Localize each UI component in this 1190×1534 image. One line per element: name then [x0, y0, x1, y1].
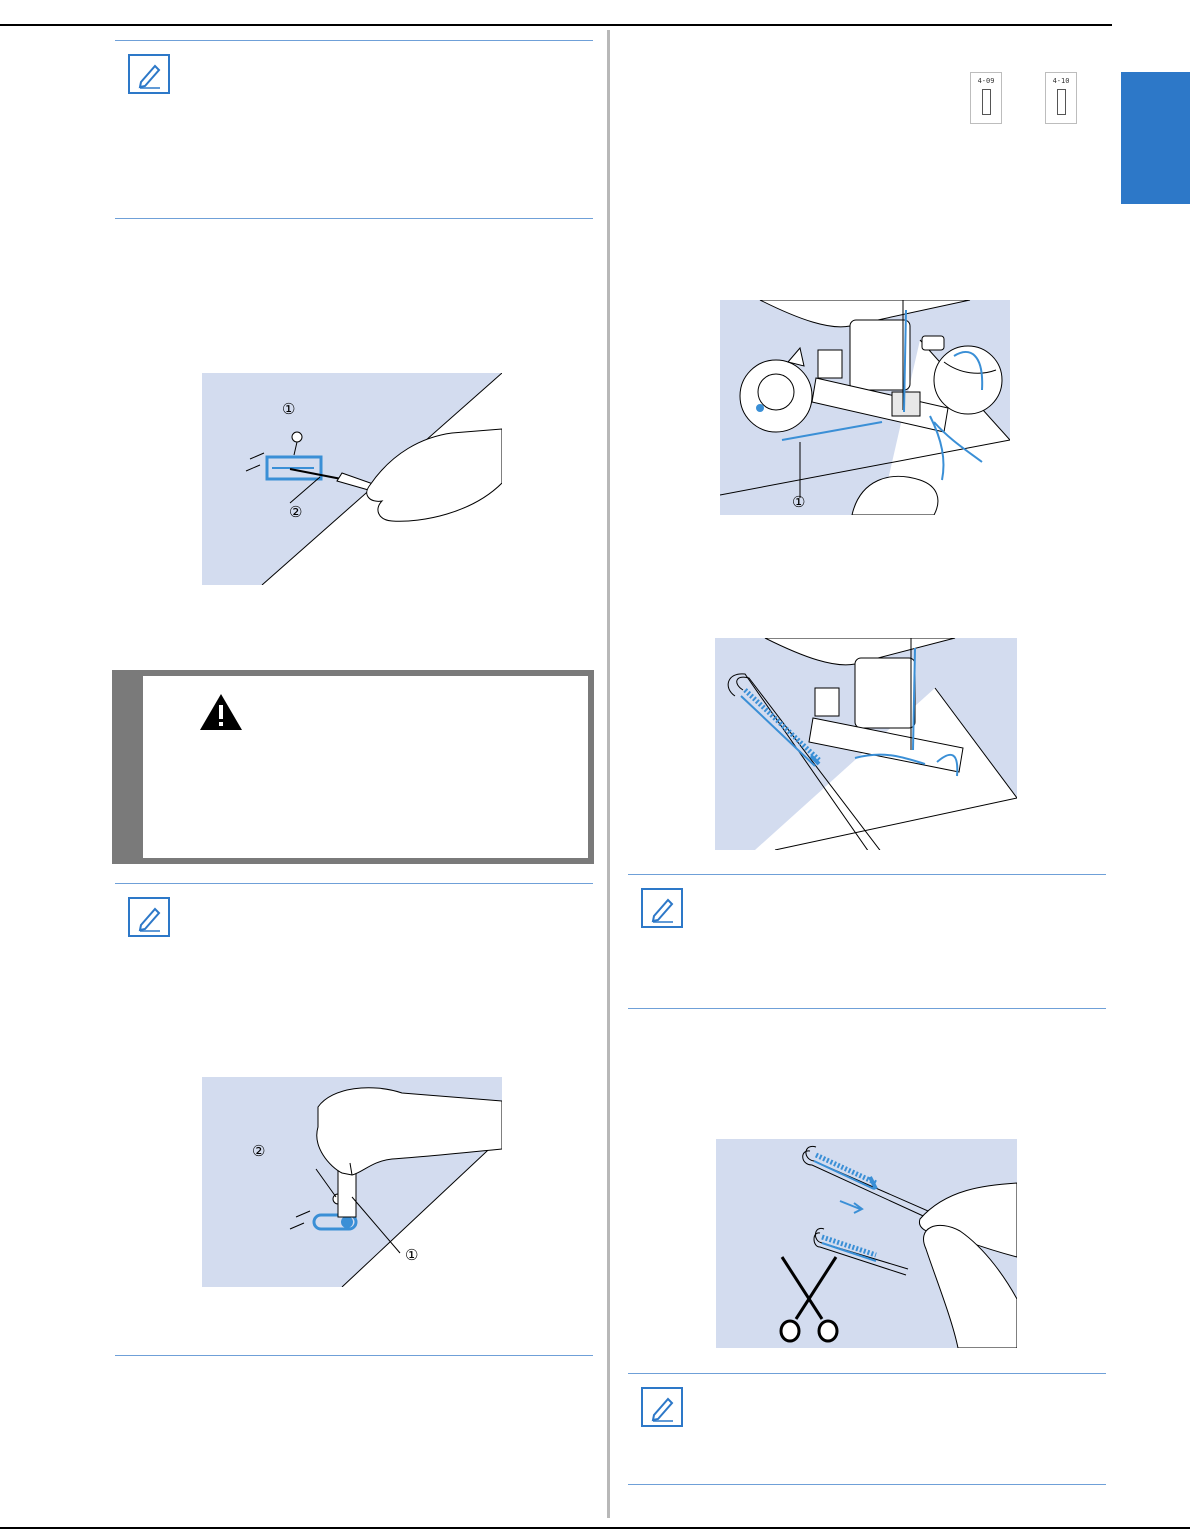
scissors-icon — [776, 1253, 842, 1343]
callout-2: ② — [289, 504, 303, 521]
memo-pencil-icon — [641, 886, 685, 930]
memo-pencil-icon — [128, 895, 172, 939]
buttonhole-stitch-icon — [982, 89, 991, 115]
memo-bottom-rule — [115, 1355, 593, 1356]
memo-top-rule — [115, 883, 593, 884]
memo-pencil-icon — [128, 52, 172, 96]
memo-bottom-rule — [628, 1008, 1106, 1009]
caution-box — [112, 670, 594, 864]
footer-rule — [0, 1527, 1190, 1529]
figure-trim-cord — [716, 1139, 1017, 1348]
memo-bottom-rule — [115, 218, 593, 219]
figure-corded-buttonhole — [715, 638, 1017, 850]
callout-1: ① — [405, 1247, 419, 1264]
memo-top-rule — [628, 1373, 1106, 1374]
callout-1: ① — [792, 494, 806, 511]
pattern-code: 4-09 — [977, 77, 995, 85]
warning-triangle-icon — [198, 692, 244, 732]
memo-bottom-rule — [628, 1484, 1106, 1485]
column-divider — [607, 30, 610, 1518]
buttonhole-stitch-icon — [1057, 89, 1066, 115]
pattern-code: 4-10 — [1052, 77, 1070, 85]
memo-top-rule — [628, 874, 1106, 875]
figure-foot-thread — [720, 300, 1010, 515]
pattern-key-4-10[interactable] — [1045, 72, 1077, 124]
callout-2: ② — [252, 1143, 266, 1160]
figure-seam-ripper — [202, 373, 502, 585]
figure-eyelet-punch — [202, 1077, 502, 1287]
header-rule — [0, 24, 1112, 26]
pattern-key-4-09[interactable] — [970, 72, 1002, 124]
memo-pencil-icon — [641, 1385, 685, 1429]
callout-1: ① — [282, 401, 296, 418]
memo-top-rule — [115, 40, 593, 41]
section-tab — [1121, 72, 1190, 204]
